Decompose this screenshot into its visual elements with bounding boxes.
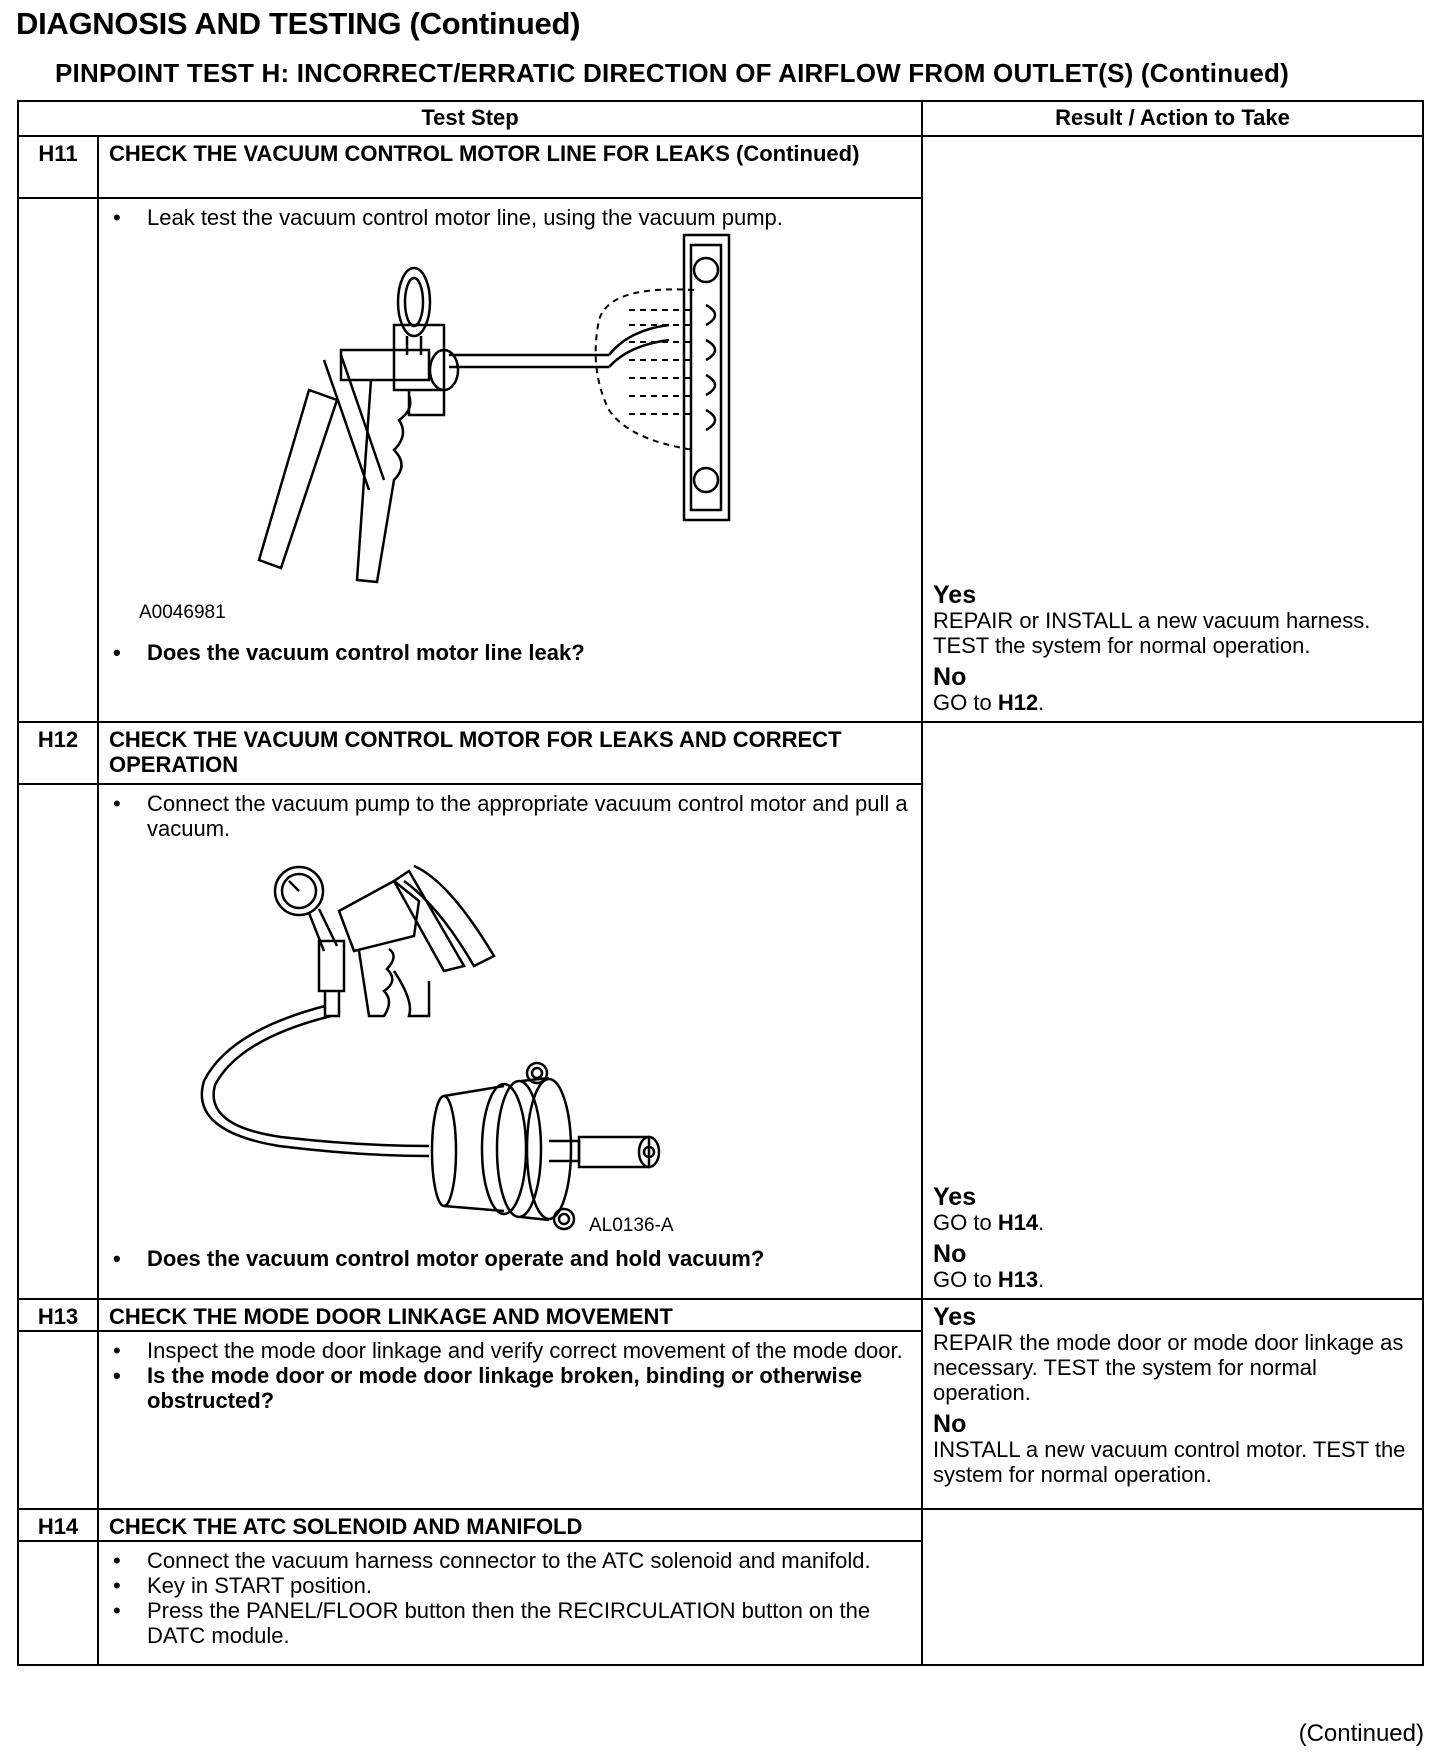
yes-label: Yes xyxy=(933,1183,977,1211)
step-spacer xyxy=(18,198,98,722)
yes-action: GO to H14. xyxy=(933,1210,1045,1235)
step-id-h13: H13 xyxy=(18,1299,98,1331)
step-spacer xyxy=(18,784,98,1299)
instruction: • Key in START position. xyxy=(109,1573,913,1598)
result-h13 xyxy=(922,1299,1423,1509)
yes-label: Yes xyxy=(933,1303,977,1331)
step-title-h12: CHECK THE VACUUM CONTROL MOTOR FOR LEAKS AND CORRECT OPERATION xyxy=(98,722,922,784)
step-id-h11: H11 xyxy=(18,136,98,198)
yes-action: REPAIR the mode door or mode door linkage as necessary. TEST the system for normal operation. xyxy=(933,1330,1404,1405)
step-spacer xyxy=(18,1541,98,1665)
pinpoint-test-table xyxy=(17,100,1424,1666)
step-spacer xyxy=(18,1331,98,1509)
yes-label: Yes xyxy=(933,581,977,609)
yes-action: REPAIR or INSTALL a new vacuum harness. TEST the system for normal operation. xyxy=(933,608,1371,658)
no-label: No xyxy=(933,663,967,691)
vacuum-pump-line-figure xyxy=(109,230,913,640)
step-body-h12 xyxy=(98,784,922,1299)
figure-code: AL0136-A xyxy=(589,1215,674,1236)
step-id-h14: H14 xyxy=(18,1509,98,1541)
result-h14 xyxy=(922,1509,1423,1665)
vacuum-pump-connector-illustration xyxy=(109,230,919,640)
column-header-result: Result / Action to Take xyxy=(922,101,1423,136)
question: • Does the vacuum control motor operate and hold vacuum? xyxy=(109,1246,913,1271)
instruction: • Connect the vacuum pump to the appropriate vacuum control motor and pull a vacuum. xyxy=(109,791,913,841)
step-body-h13 xyxy=(98,1331,922,1509)
no-action: GO to H13. xyxy=(933,1267,1045,1292)
step-title-h11: CHECK THE VACUUM CONTROL MOTOR LINE FOR LEAKS (Continued) xyxy=(98,136,922,198)
instruction: • Inspect the mode door linkage and verify correct movement of the mode door. xyxy=(109,1338,913,1363)
step-id-h12: H12 xyxy=(18,722,98,784)
instruction: • Leak test the vacuum control motor line, using the vacuum pump. xyxy=(109,205,913,230)
continued-note: (Continued) xyxy=(1298,1720,1424,1747)
result-h11 xyxy=(922,136,1423,722)
no-label: No xyxy=(933,1410,967,1438)
question: • Is the mode door or mode door linkage broken, binding or otherwise obstructed? xyxy=(109,1363,913,1413)
step-title-h13: CHECK THE MODE DOOR LINKAGE AND MOVEMENT xyxy=(98,1299,922,1331)
step-body-h11 xyxy=(98,198,922,722)
vacuum-motor-figure xyxy=(109,841,913,1246)
no-label: No xyxy=(933,1240,967,1268)
no-action: INSTALL a new vacuum control motor. TEST the system for normal operation. xyxy=(933,1437,1406,1487)
vacuum-pump-motor-illustration xyxy=(109,841,919,1246)
step-body-h14 xyxy=(98,1541,922,1665)
page-title: DIAGNOSIS AND TESTING (Continued) xyxy=(16,6,581,41)
question: • Does the vacuum control motor line leak? xyxy=(109,640,913,665)
pinpoint-test-title: PINPOINT TEST H: INCORRECT/ERRATIC DIRECTION OF AIRFLOW FROM OUTLET(S) (Continued) xyxy=(55,58,1289,88)
instruction: • Press the PANEL/FLOOR button then the RECIRCULATION button on the DATC module. xyxy=(109,1598,913,1648)
result-h12 xyxy=(922,722,1423,1299)
figure-code: A0046981 xyxy=(139,602,226,623)
no-action: GO to H12. xyxy=(933,690,1045,715)
instruction: • Connect the vacuum harness connector to the ATC solenoid and manifold. xyxy=(109,1548,913,1573)
step-title-h14: CHECK THE ATC SOLENOID AND MANIFOLD xyxy=(98,1509,922,1541)
column-header-test-step: Test Step xyxy=(18,101,922,136)
